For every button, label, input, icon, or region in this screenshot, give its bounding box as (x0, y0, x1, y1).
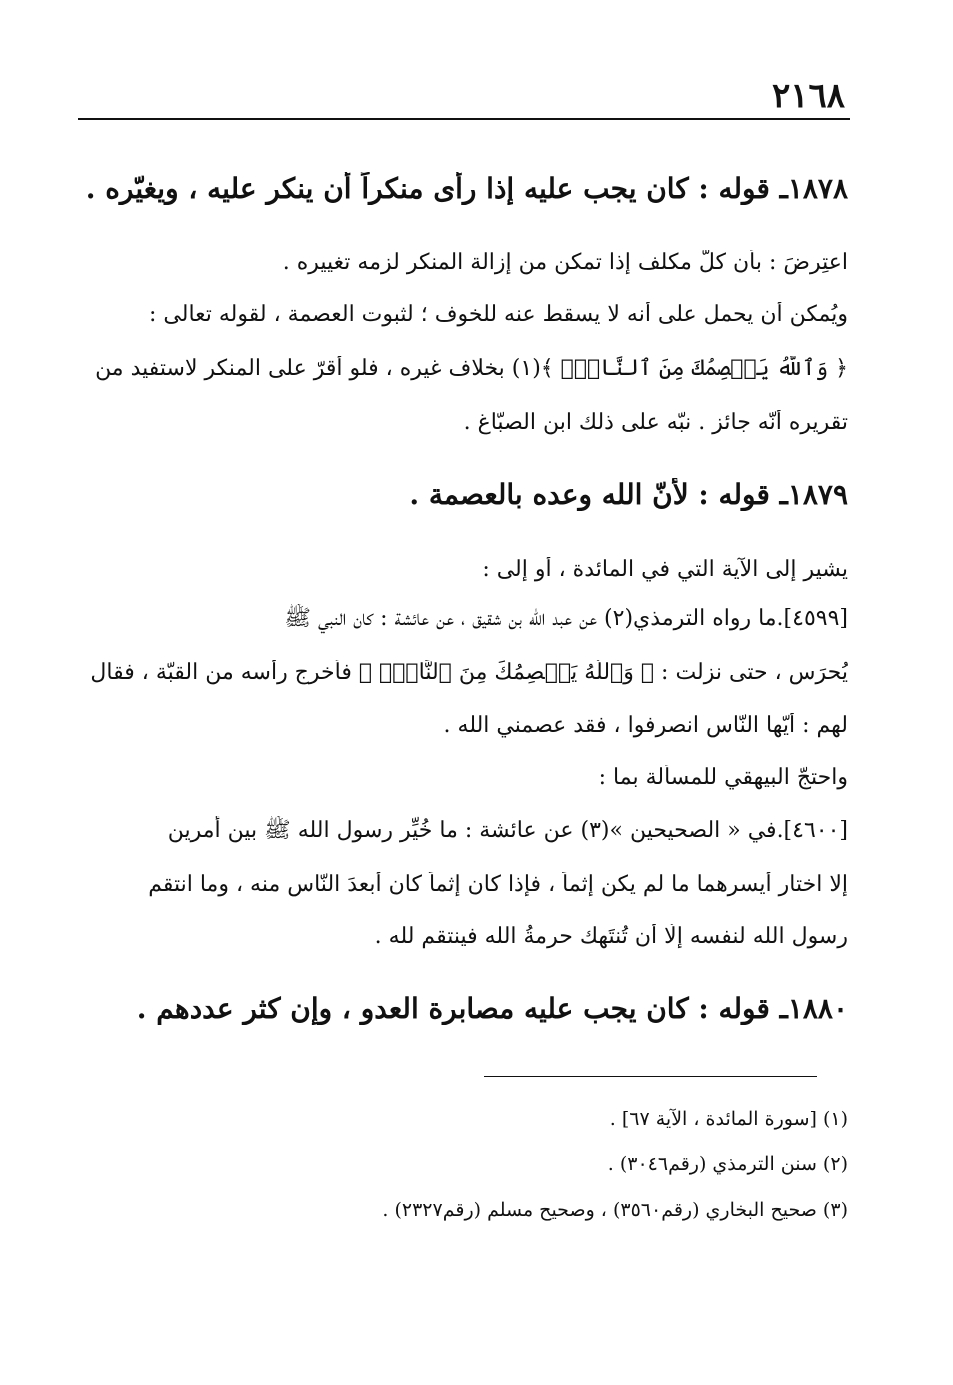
section-heading: ١٨٨٠ـ قوله : كان يجب عليه مصابرة العدو ، وإن كثر عددهم . (136, 992, 848, 1025)
footnote-divider (484, 1076, 817, 1077)
page-number: ٢١٦٨ (771, 76, 845, 116)
paragraph-line: يشير إلى الآية التي في المائدة ، أو إلى : (482, 557, 848, 582)
paragraph-line: يُحرَس ، حتى نزلت : ﴿ وَٱللَّهُ يَعۡصِمُكَ مِنَ ٱلنَّاسِۗ ﴾ فأخرج رأسه من القبّة ، فقال (90, 660, 848, 685)
paragraph-line: رسول الله لنفسه إلّا أن تُنتَهك حرمةُ الله فينتقم لله . (374, 924, 848, 949)
hadith-line: [٤٥٩٩].ما رواه الترمذي(٢) عن عبد الله بن شقيق ، عن عائشة : كان النبي ﷺ (284, 606, 848, 631)
section-heading: ١٨٧٩ـ قوله : لأنّ الله وعده بالعصمة . (409, 478, 848, 511)
header-divider (78, 118, 850, 120)
paragraph-line: ويُمكن أن يحمل على أنه لا يسقط عنه للخوف ؛ لثبوت العصمة ، لقوله تعالى : (149, 302, 848, 327)
paragraph-line: واحتجّ البيهقي للمسألة بما : (598, 765, 848, 790)
hadith-line: [٤٦٠٠].في « الصحيحين »(٣) عن عائشة : ما خُيِّر رسول الله ﷺ بين أمرين (167, 818, 848, 843)
paragraph-line: إلا اختار أيسرهما ما لم يكن إثماً ، فإذا كان إثماً كان أبعدَ النّاس منه ، وما انتقم (148, 872, 848, 897)
paragraph-line: لهم : أيّها النّاس انصرفوا ، فقد عصمني الله . (443, 713, 848, 738)
section-heading: ١٨٧٨ـ قوله : كان يجب عليه إذا رأى منكراً أن ينكر عليه ، ويغيّره . (85, 172, 848, 205)
footnote: (٣) صحيح البخاري (رقم٣٥٦٠) ، وصحيح مسلم (رقم٢٣٢٧) . (382, 1199, 848, 1221)
paragraph-line: تقريره أنّه جائز . نبّه على ذلك ابن الصبّاغ . (463, 410, 848, 435)
paragraph-line: اعتِرضَ : بأن كلّ مكلف إذا تمكن من إزالة المنكر لزمه تغييره . (282, 250, 848, 275)
footnote: (١) [سورة المائدة ، الآية ٦٧] . (609, 1108, 848, 1130)
footnote: (٢) سنن الترمذي (رقم٣٠٤٦) . (607, 1153, 848, 1175)
paragraph-line: ﴿ وَٱللَّهُ يَعۡصِمُكَ مِنَ ٱلنَّاسِۗ ﴾(١) بخلاف غيره ، فلو أقرّ على المنكر لاستفيد من (95, 356, 848, 381)
